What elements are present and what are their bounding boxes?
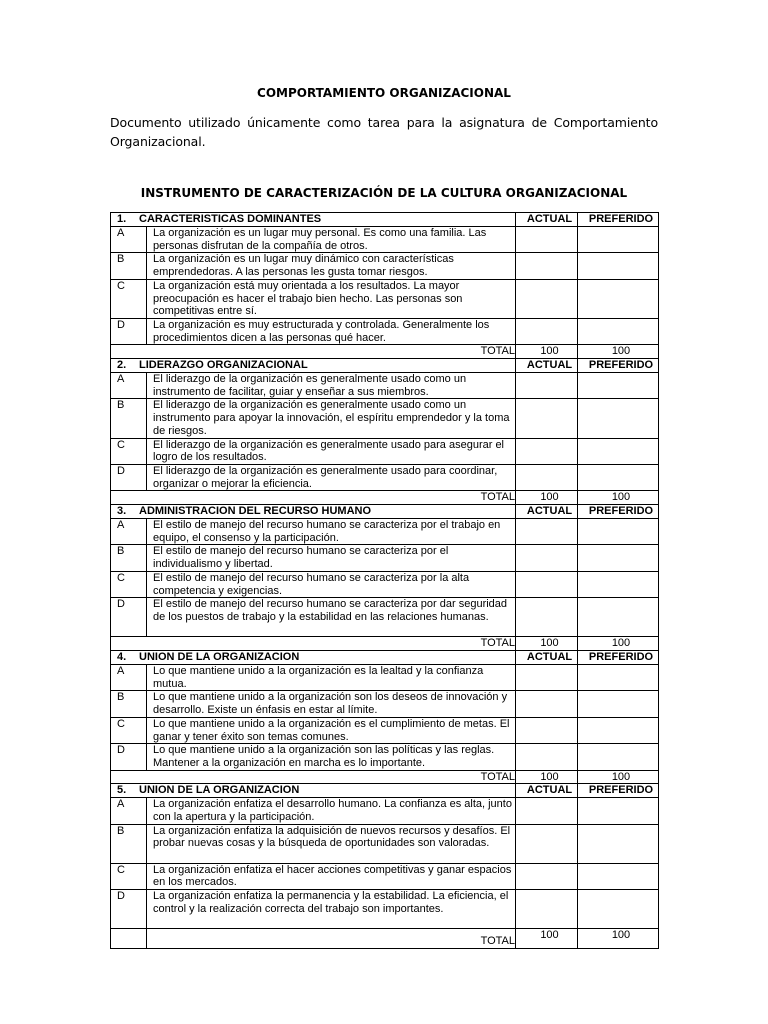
preferido-score-cell[interactable] [578,798,659,824]
section-header [111,359,516,373]
total-actual-value: 100 [516,637,578,651]
item-statement: La organización enfatiza la permanencia y la estabilidad. La eficiencia, el control y la realización correcta del trabajo son importantes. [147,890,516,929]
total-row [111,929,659,949]
section-title: UNION DE LA ORGANIZACION [139,650,300,663]
actual-column-header: ACTUAL [516,359,578,373]
total-label: TOTAL [111,345,516,359]
item-letter: D [111,318,147,344]
preferido-score-cell[interactable] [578,717,659,743]
item-letter: A [111,373,147,399]
preferido-score-cell[interactable] [578,438,659,464]
item-row [111,464,659,490]
preferido-column-header: PREFERIDO [578,784,659,798]
total-actual-value: 100 [516,345,578,359]
item-statement: Lo que mantiene unido a la organización es el cumplimiento de metas. El ganar y tener éxito son temas comunes. [147,717,516,743]
item-letter: A [111,798,147,824]
item-letter: B [111,399,147,438]
actual-score-cell[interactable] [516,664,578,690]
item-row [111,691,659,717]
total-label: TOTAL [111,770,516,784]
item-letter: A [111,519,147,545]
total-preferido-value: 100 [578,770,659,784]
item-statement: El estilo de manejo del recurso humano se caracteriza por la alta competencia y exigencias. [147,571,516,597]
item-statement: El liderazgo de la organización es generalmente usado como un instrumento de facilitar, guiar y enseñar a sus miembros. [147,373,516,399]
section-title: LIDERAZGO ORGANIZACIONAL [139,359,308,372]
total-spacer-cell [111,929,147,949]
item-letter: B [111,545,147,571]
actual-column-header: ACTUAL [516,505,578,519]
section-title: UNION DE LA ORGANIZACION [139,784,300,797]
instrument-title: INSTRUMENTO DE CARACTERIZACIÓN DE LA CULTURA ORGANIZACIONAL [140,186,628,200]
preferido-column-header: PREFERIDO [578,650,659,664]
preferido-score-cell[interactable] [578,744,659,770]
total-actual-value: 100 [516,770,578,784]
item-row [111,798,659,824]
section-header [111,784,516,798]
actual-score-cell[interactable] [516,438,578,464]
section-header-row [111,650,659,664]
item-letter: D [111,890,147,929]
total-row [111,491,659,505]
item-row [111,519,659,545]
item-letter: C [111,571,147,597]
section-number: 2. [117,359,127,372]
item-row [111,824,659,863]
preferido-score-cell[interactable] [578,519,659,545]
item-statement: El estilo de manejo del recurso humano se caracteriza por dar seguridad de los puestos de trabajo y la estabilidad en las relaciones humanas. [147,598,516,637]
total-label: TOTAL [111,637,516,651]
actual-score-cell[interactable] [516,545,578,571]
item-row [111,744,659,770]
item-row [111,890,659,929]
item-statement: La organización enfatiza el hacer acciones competitivas y ganar espacios en los mercados. [147,863,516,889]
preferido-column-header: PREFERIDO [578,359,659,373]
total-row [111,770,659,784]
section-number: 3. [117,505,127,518]
actual-column-header: ACTUAL [516,213,578,227]
actual-score-cell[interactable] [516,279,578,318]
item-letter: D [111,744,147,770]
section-header-row [111,784,659,798]
preferido-score-cell[interactable] [578,464,659,490]
total-actual-value: 100 [516,929,578,949]
item-statement: El liderazgo de la organización es generalmente usado como un instrumento para apoyar la innovación, el espíritu emprendedor y la toma de riesgos. [147,399,516,438]
actual-score-cell[interactable] [516,373,578,399]
section-header-row [111,505,659,519]
item-letter: B [111,824,147,863]
section-number: 1. [117,213,127,225]
item-row [111,863,659,889]
preferido-score-cell[interactable] [578,318,659,344]
item-row [111,438,659,464]
item-statement: Lo que mantiene unido a la organización son los deseos de innovación y desarrollo. Existe un énfasis en estar al límite. [147,691,516,717]
preferido-column-header: PREFERIDO [578,213,659,227]
total-label: TOTAL [147,929,516,949]
actual-score-cell[interactable] [516,890,578,929]
actual-score-cell[interactable] [516,691,578,717]
actual-column-header: ACTUAL [516,650,578,664]
section-number: 4. [117,650,127,663]
item-statement: Lo que mantiene unido a la organización son las políticas y las reglas. Mantener a la organización en marcha es lo importante. [147,744,516,770]
total-preferido-value: 100 [578,637,659,651]
item-statement: La organización es un lugar muy dinámico con características emprendedoras. A las personas les gusta tomar riesgos. [147,253,516,279]
item-row [111,545,659,571]
actual-score-cell[interactable] [516,571,578,597]
item-row [111,664,659,690]
item-letter: D [111,464,147,490]
item-statement: La organización enfatiza el desarrollo humano. La confianza es alta, junto con la apertura y la participación. [147,798,516,824]
item-row [111,279,659,318]
section-header [111,505,516,519]
actual-score-cell[interactable] [516,798,578,824]
actual-score-cell[interactable] [516,399,578,438]
actual-score-cell[interactable] [516,824,578,863]
section-number: 5. [117,784,127,797]
item-row [111,399,659,438]
item-letter: A [111,664,147,690]
item-letter: B [111,253,147,279]
item-letter: C [111,717,147,743]
item-letter: A [111,227,147,253]
section-header-row [111,359,659,373]
total-row [111,637,659,651]
actual-score-cell[interactable] [516,717,578,743]
preferido-score-cell[interactable] [578,571,659,597]
section-header [111,650,516,664]
preferido-score-cell[interactable] [578,545,659,571]
actual-score-cell[interactable] [516,744,578,770]
culture-instrument-table [110,212,659,949]
preferido-score-cell[interactable] [578,598,659,637]
actual-score-cell[interactable] [516,464,578,490]
item-row [111,253,659,279]
section-header-row [111,213,659,227]
total-preferido-value: 100 [578,929,659,949]
total-preferido-value: 100 [578,491,659,505]
item-row [111,571,659,597]
total-row [111,345,659,359]
item-letter: C [111,279,147,318]
item-statement: La organización es un lugar muy personal. Es como una familia. Las personas disfrutan de la compañía de otros. [147,227,516,253]
item-letter: C [111,438,147,464]
preferido-score-cell[interactable] [578,373,659,399]
total-label: TOTAL [111,491,516,505]
preferido-score-cell[interactable] [578,863,659,889]
item-row [111,318,659,344]
intro-paragraph: Documento utilizado únicamente como tarea para la asignatura de Comportamiento Organizacional. [110,115,658,149]
preferido-score-cell[interactable] [578,279,659,318]
item-letter: B [111,691,147,717]
item-statement: La organización está muy orientada a los resultados. La mayor preocupación es hacer el trabajo bien hecho. Las personas son competitivas entre sí. [147,279,516,318]
preferido-score-cell[interactable] [578,824,659,863]
preferido-score-cell[interactable] [578,253,659,279]
actual-score-cell[interactable] [516,253,578,279]
actual-score-cell[interactable] [516,519,578,545]
item-letter: C [111,863,147,889]
item-statement: La organización enfatiza la adquisición de nuevos recursos y desafíos. El probar nuevas cosas y la búsqueda de oportunidades son valoradas. [147,824,516,863]
section-title: ADMINISTRACION DEL RECURSO HUMANO [139,505,372,518]
item-row [111,227,659,253]
item-statement: El liderazgo de la organización es generalmente usado para coordinar, organizar o mejorar la eficiencia. [147,464,516,490]
item-statement: El estilo de manejo del recurso humano se caracteriza por el trabajo en equipo, el consenso y la participación. [147,519,516,545]
document-title: COMPORTAMIENTO ORGANIZACIONAL [257,86,511,100]
total-preferido-value: 100 [578,345,659,359]
actual-score-cell[interactable] [516,318,578,344]
preferido-score-cell[interactable] [578,664,659,690]
item-row [111,373,659,399]
preferido-score-cell[interactable] [578,890,659,929]
preferido-score-cell[interactable] [578,227,659,253]
item-statement: El liderazgo de la organización es generalmente usado para asegurar el logro de los resultados. [147,438,516,464]
section-header [111,213,516,227]
item-statement: La organización es muy estructurada y controlada. Generalmente los procedimientos dicen a las personas qué hacer. [147,318,516,344]
preferido-score-cell[interactable] [578,691,659,717]
item-row [111,717,659,743]
item-statement: El estilo de manejo del recurso humano se caracteriza por el individualismo y libertad. [147,545,516,571]
item-statement: Lo que mantiene unido a la organización es la lealtad y la confianza mutua. [147,664,516,690]
actual-column-header: ACTUAL [516,784,578,798]
preferido-column-header: PREFERIDO [578,505,659,519]
total-actual-value: 100 [516,491,578,505]
item-row [111,598,659,637]
instrument-table-body [111,213,659,949]
item-letter: D [111,598,147,637]
section-title: CARACTERISTICAS DOMINANTES [139,213,322,225]
preferido-score-cell[interactable] [578,399,659,438]
actual-score-cell[interactable] [516,227,578,253]
actual-score-cell[interactable] [516,863,578,889]
actual-score-cell[interactable] [516,598,578,637]
